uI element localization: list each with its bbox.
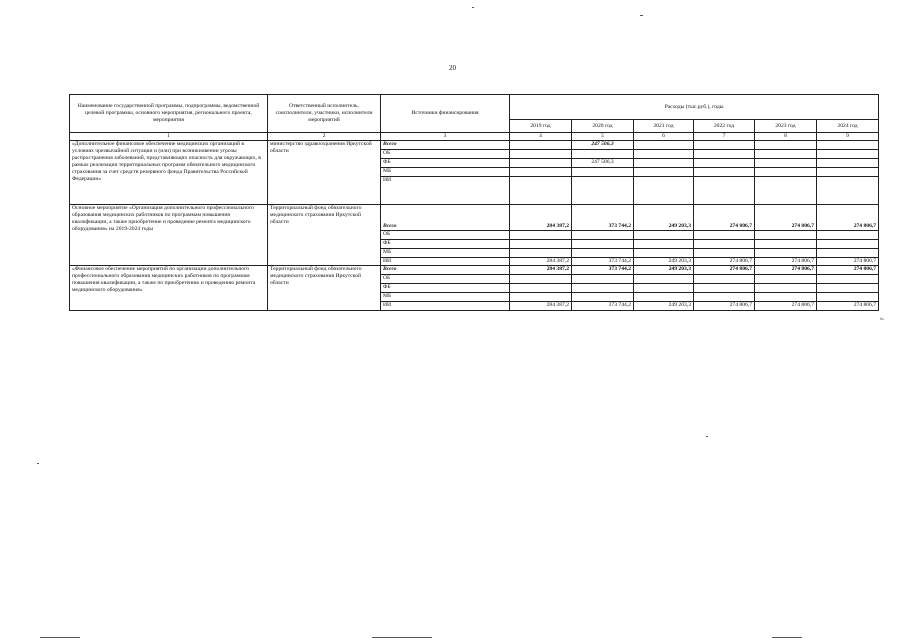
expense-value — [694, 177, 755, 205]
expense-value — [817, 141, 879, 150]
column-number: 3 — [381, 133, 510, 141]
expense-value — [634, 274, 694, 283]
column-number: 7 — [694, 133, 755, 141]
expenses-table — [69, 94, 879, 311]
expense-value: 274 806,7 — [755, 258, 817, 266]
header-year: 2023 год — [755, 120, 817, 133]
expense-value — [755, 292, 817, 301]
expense-value — [817, 168, 879, 177]
expense-value — [694, 150, 755, 159]
expense-value: 249 203,3 — [634, 265, 694, 274]
expense-value: 373 744,2 — [572, 205, 634, 231]
expense-value — [755, 249, 817, 258]
header-year: 2024 год — [817, 120, 879, 133]
expense-value — [634, 283, 694, 292]
expense-value: 274 806,7 — [755, 265, 817, 274]
expense-value: 249 203,3 — [634, 301, 694, 310]
column-number: 8 — [755, 133, 817, 141]
expense-value — [572, 150, 634, 159]
expense-value — [572, 274, 634, 283]
funding-source: Всего — [381, 205, 510, 231]
scan-speck — [772, 637, 802, 638]
expense-value — [817, 159, 879, 168]
header-source: Источники финансирования — [381, 95, 510, 133]
expense-value — [817, 231, 879, 240]
expense-value — [572, 249, 634, 258]
expense-value — [634, 141, 694, 150]
expense-value — [510, 292, 572, 301]
page-number: 20 — [449, 64, 456, 72]
expense-value — [510, 177, 572, 205]
expense-value — [694, 283, 755, 292]
expense-value — [817, 240, 879, 249]
scan-speck — [372, 637, 432, 638]
expense-value — [510, 240, 572, 249]
header-year: 2021 год — [634, 120, 694, 133]
expense-value: 247 506,3 — [572, 159, 634, 168]
expense-value — [572, 177, 634, 205]
expense-value — [510, 249, 572, 258]
expense-value — [572, 240, 634, 249]
expense-value: 284 387,2 — [510, 205, 572, 231]
expense-value — [634, 231, 694, 240]
expense-value — [694, 240, 755, 249]
header-responsible: Ответственный исполнитель, соисполнители, участники, исполнители мероприятий — [268, 95, 381, 133]
expense-value: 284 387,2 — [510, 301, 572, 310]
expense-value — [510, 231, 572, 240]
responsible-executor: Территориальный фонд обязательного медицинского страхования Иркутской области — [268, 205, 381, 266]
expense-value — [510, 159, 572, 168]
expense-value: 284 387,2 — [510, 265, 572, 274]
expense-value — [755, 240, 817, 249]
expense-value: 274 806,7 — [817, 258, 879, 266]
column-number: 4 — [510, 133, 572, 141]
expense-value — [755, 283, 817, 292]
expense-value — [694, 168, 755, 177]
expense-value — [634, 159, 694, 168]
funding-source: ФБ — [381, 159, 510, 168]
funding-source: ФБ — [381, 283, 510, 292]
column-number: 2 — [268, 133, 381, 141]
expense-value — [510, 150, 572, 159]
expense-value — [572, 292, 634, 301]
funding-source: ОБ — [381, 274, 510, 283]
header-year: 2022 год — [694, 120, 755, 133]
expense-value: 373 744,2 — [572, 258, 634, 266]
funding-source: ИИ — [381, 301, 510, 310]
funding-source: ОБ — [381, 231, 510, 240]
expense-value — [694, 292, 755, 301]
expense-value: 249 203,3 — [634, 205, 694, 231]
expense-value — [634, 240, 694, 249]
expense-value — [634, 177, 694, 205]
funding-source: МБ — [381, 168, 510, 177]
expense-value: 284 387,2 — [510, 258, 572, 266]
column-number: 1 — [70, 133, 268, 141]
expense-value — [755, 168, 817, 177]
scan-speck — [40, 637, 80, 638]
measure-name: Основное мероприятие «Организация дополнительного профессионального образования медицинских работников по программам повышения квалификации, а также приобретение и проведение ремонта медицинского оборудования» на 2019-2024 годы — [70, 205, 268, 266]
expense-value — [817, 283, 879, 292]
expense-value — [510, 274, 572, 283]
expense-value — [817, 150, 879, 159]
expense-value — [634, 150, 694, 159]
scan-speck — [640, 15, 643, 16]
table-row — [70, 141, 879, 150]
funding-source: ОБ — [381, 150, 510, 159]
expense-value: 274 806,7 — [755, 205, 817, 231]
expense-value — [694, 159, 755, 168]
expense-value — [817, 177, 879, 205]
expense-value — [817, 274, 879, 283]
expense-value: 274 806,7 — [755, 301, 817, 310]
expense-value: 249 203,3 — [634, 258, 694, 266]
funding-source: ИИ — [381, 177, 510, 205]
expense-value: 274 806,7 — [694, 301, 755, 310]
expense-value — [817, 292, 879, 301]
table-row — [70, 205, 879, 231]
header-year: 2019 год — [510, 120, 572, 133]
responsible-executor: Территориальный фонд обязательного медицинского страхования Иркутской области — [268, 265, 381, 310]
expense-value: 373 744,2 — [572, 265, 634, 274]
expense-value: 274 806,7 — [817, 205, 879, 231]
expense-value — [755, 159, 817, 168]
expense-value — [572, 231, 634, 240]
expense-value: 274 806,7 — [817, 301, 879, 310]
responsible-executor: министерство здравоохранения Иркутской области — [268, 141, 381, 205]
expense-value: 274 806,7 — [694, 265, 755, 274]
expense-value — [572, 283, 634, 292]
scan-speck — [472, 7, 474, 8]
table-row — [70, 265, 879, 274]
expense-value — [572, 168, 634, 177]
funding-source: МБ — [381, 249, 510, 258]
funding-source: МБ — [381, 292, 510, 301]
funding-source: Всего — [381, 141, 510, 150]
measure-name: «Дополнительное финансовое обеспечение медицинских организаций в условиях чрезвычайной ситуации и (или) при возникновении угрозы распространения заболеваний, представляющих опасность для окружающих, в рамках реализации территориальных программ обязательного медицинского страхования за счет средств резервного фонда Правительства Российской Федерации» — [70, 141, 268, 205]
expense-value — [634, 168, 694, 177]
scan-speck — [37, 463, 39, 464]
expense-value — [694, 274, 755, 283]
funding-source: ИИ — [381, 258, 510, 266]
expense-value — [755, 274, 817, 283]
column-number: 9 — [817, 133, 879, 141]
expense-value: 274 806,7 — [694, 205, 755, 231]
expense-value: 274 806,7 — [817, 265, 879, 274]
expense-value — [755, 150, 817, 159]
expense-value: 274 806,7 — [694, 258, 755, 266]
expense-value — [755, 177, 817, 205]
expense-value — [694, 249, 755, 258]
column-number: 6 — [634, 133, 694, 141]
expense-value: 373 744,2 — [572, 301, 634, 310]
expense-value — [510, 168, 572, 177]
expense-value: 247 506,3 — [572, 141, 634, 150]
column-number: 5 — [572, 133, 634, 141]
expense-value — [510, 283, 572, 292]
closing-quote-mark: ». — [880, 316, 885, 322]
expense-value — [510, 141, 572, 150]
expense-value — [694, 231, 755, 240]
funding-source: ФБ — [381, 240, 510, 249]
header-expenses: Расходы (тыс.руб.), годы — [510, 95, 879, 120]
expense-value — [817, 249, 879, 258]
expense-value — [634, 292, 694, 301]
header-year: 2020 год — [572, 120, 634, 133]
expense-value — [634, 249, 694, 258]
expense-value — [755, 141, 817, 150]
expense-value — [755, 231, 817, 240]
scan-speck — [706, 436, 708, 437]
header-name: Наименование государственной программы, подпрограммы, ведомственной целевой программы, основного мероприятия, регионального проекта, мероприятия — [70, 95, 268, 133]
funding-source: Всего — [381, 265, 510, 274]
measure-name: «Финансовое обеспечение мероприятий по организации дополнительного профессионального образования медицинских работников по программам повышения квалификации, а также по приобретению и проведению ремонта медицинского оборудования» — [70, 265, 268, 310]
expense-value — [694, 141, 755, 150]
